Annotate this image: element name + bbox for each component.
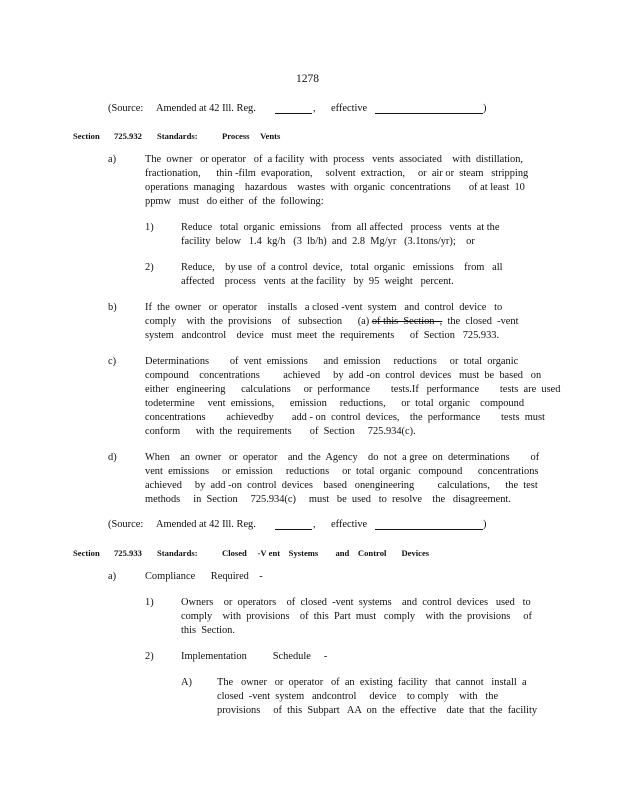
item-marker: 2) xyxy=(145,651,154,662)
para-line: operations managing hazardous wastes with organic concentrations of at least 10 xyxy=(145,182,525,193)
section-title: Closed -V ent Systems and Control Devices xyxy=(222,548,430,558)
struck-text: of this Section , xyxy=(371,316,443,327)
para-marker: a) xyxy=(108,571,117,582)
para-marker: d) xyxy=(108,452,117,463)
close-paren: ) xyxy=(483,519,487,530)
subitem-line: provisions of this Subpart AA on the effective date that the facility xyxy=(217,705,538,716)
para-line: If the owner or operator installs a closed -vent system and control device to xyxy=(145,302,503,313)
item-line: affected process vents at the facility by 95 weight percent. xyxy=(181,276,454,287)
page-number: 1278 xyxy=(296,73,319,85)
para-line: When an owner or operator and the Agency do not a gree on determinations of xyxy=(145,452,540,463)
section-number: 725.932 xyxy=(114,131,142,141)
effective-blank xyxy=(375,518,483,530)
text-run: the closed -vent xyxy=(442,316,519,327)
item-marker: 1) xyxy=(145,597,154,608)
para-line: compound concentrations achieved by add -on control devices must be based on xyxy=(145,370,542,381)
effective-blank xyxy=(375,102,483,114)
para-line: achieved by add -on control devices based onengineering calculations, the test xyxy=(145,480,538,491)
para-line: fractionation, thin -film evaporation, solvent extraction, or air or steam stripping xyxy=(145,168,529,179)
para-line: methods in Section 725.934(c) must be used to resolve the disagreement. xyxy=(145,494,511,505)
effective-label: effective xyxy=(331,103,368,114)
para-line: ppmw must do either of the following: xyxy=(145,196,324,207)
item-line: facility below 1.4 kg/h (3 lb/h) and 2.8 Mg/yr (3.1tons/yr); or xyxy=(181,236,475,247)
para-marker: b) xyxy=(108,302,117,313)
para-marker: a) xyxy=(108,154,117,165)
subitem-marker: A) xyxy=(181,677,192,688)
effective-label: effective xyxy=(331,519,368,530)
reg-blank xyxy=(275,518,312,530)
subitem-line: The owner or operator of an existing facility that cannot install a xyxy=(217,677,527,688)
comma: , xyxy=(313,519,316,530)
source-amended-text: Amended at 42 Ill. Reg. xyxy=(156,103,256,114)
para-line: The owner or operator of a facility with process vents associated with distillation, xyxy=(145,154,524,165)
close-paren: ) xyxy=(483,103,487,114)
para-line: either engineering calculations or performance tests.If performance tests are used xyxy=(145,384,561,395)
para-line: todetermine vent emissions, emission reductions, or total organic compound xyxy=(145,398,525,409)
comma: , xyxy=(313,103,316,114)
item-line: this Section. xyxy=(181,625,235,636)
source-label: (Source: xyxy=(108,103,144,114)
item-line: Reduce total organic emissions from all affected process vents at the xyxy=(181,222,500,233)
para-line: vent emissions or emission reductions or total organic compound concentrations xyxy=(145,466,539,477)
item-marker: 2) xyxy=(145,262,154,273)
section-label: Section xyxy=(73,131,100,141)
para-line: system andcontrol device must meet the requirements of Section 725.933. xyxy=(145,330,500,341)
source-label: (Source: xyxy=(108,519,144,530)
para-line: Determinations of vent emissions and emission reductions or total organic xyxy=(145,356,519,367)
standards-label: Standards: xyxy=(157,131,198,141)
item-line: Reduce, by use of a control device, total organic emissions from all xyxy=(181,262,503,273)
para-line: concentrations achievedby add - on control devices, the performance tests must xyxy=(145,412,545,423)
section-label: Section xyxy=(73,548,100,558)
text-run: comply with the provisions of subsection (a) xyxy=(145,316,370,327)
item-line: Owners or operators of closed -vent systems and control devices used to xyxy=(181,597,531,608)
item-line: comply with provisions of this Part must comply with the provisions of xyxy=(181,611,532,622)
subitem-line: closed -vent system andcontrol device to comply with the xyxy=(217,691,499,702)
standards-label: Standards: xyxy=(157,548,198,558)
section-number: 725.933 xyxy=(114,548,142,558)
reg-blank xyxy=(275,102,312,114)
item-line: Implementation Schedule - xyxy=(181,651,328,662)
para-line: conform with the requirements of Section 725.934(c). xyxy=(145,426,416,437)
section-title: Process Vents xyxy=(222,131,281,141)
para-line xyxy=(145,315,518,329)
item-marker: 1) xyxy=(145,222,154,233)
source-amended-text: Amended at 42 Ill. Reg. xyxy=(156,519,256,530)
para-line: Compliance Required - xyxy=(145,571,263,582)
para-marker: c) xyxy=(108,356,117,367)
